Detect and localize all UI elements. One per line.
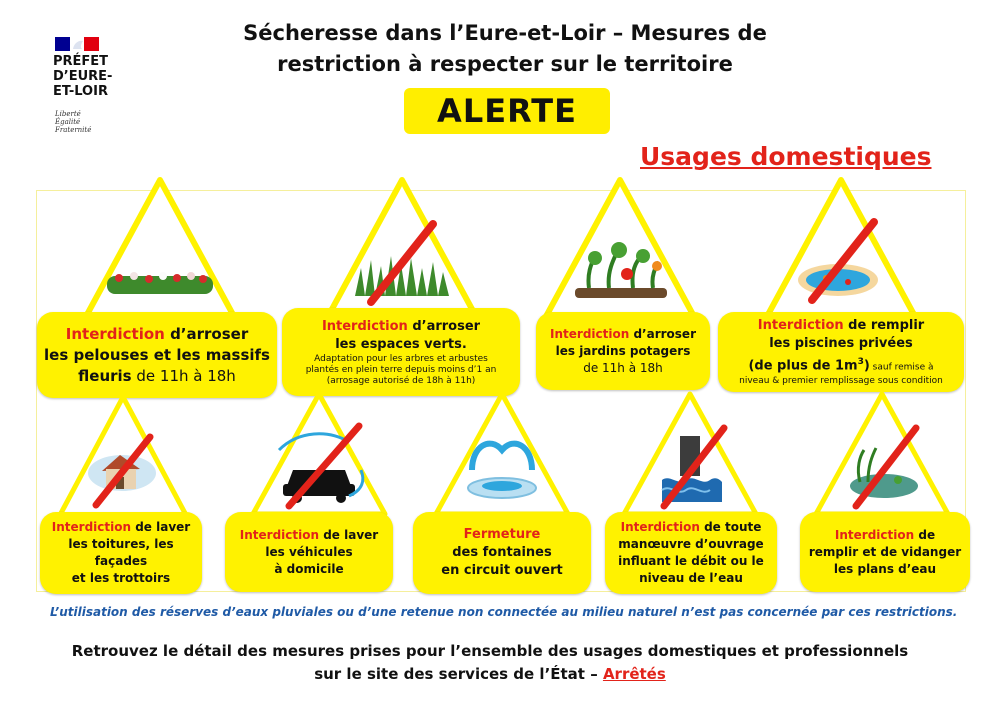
- page-title: Sécheresse dans l’Eure-et-Loir – Mesures de restriction à respecter sur le territoire: [243, 21, 767, 76]
- card-lawn-watering: Interdiction d’arroser les pelouses et les massifs fleuris de 11h à 18h: [37, 312, 277, 398]
- card-fountains: Fermeture des fontaines en circuit ouvert: [413, 512, 591, 594]
- prefecture-logo-text: PRÉFET D’EURE- ET-LOIR: [53, 54, 113, 99]
- card-private-pools: Interdiction de remplir les piscines privées (de plus de $1m^3$) sauf remise à niveau & premier remplissage sous condition: [718, 312, 964, 392]
- marianne-flag-icon: [55, 36, 99, 50]
- card-dam-operations: Interdiction de toute manœuvre d’ouvrage influant le débit ou le niveau de l’eau: [605, 512, 777, 594]
- card-roof-facade-washing: Interdiction de laver les toitures, les façades et les trottoirs: [40, 512, 202, 594]
- pool-icon: [760, 176, 922, 326]
- dam-icon: [620, 390, 760, 518]
- footer-text: Retrouvez le détail des mesures prises pour l’ensemble des usages domestiques et professionnels sur le site des services de l’État – Arrêtés: [71, 642, 909, 683]
- section-title: Usages domestiques: [640, 142, 932, 171]
- republic-motto: Liberté Égalité Fraternité: [55, 110, 92, 134]
- card-ponds: Interdiction de remplir et de vidanger les plans d’eau: [800, 512, 970, 592]
- alert-level-badge: ALERTE: [404, 88, 610, 134]
- rainwater-exemption-note: L’utilisation des réserves d’eaux pluviales ou d’une retenue non connectée au milieu naturel n’est pas concernée par ces restrictions.: [50, 605, 958, 619]
- card-vehicle-washing: Interdiction de laver les véhicules à domicile: [225, 512, 393, 592]
- card-vegetable-gardens: Interdiction d’arroser les jardins potagers de 11h à 18h: [536, 312, 710, 390]
- card-green-spaces: Interdiction d’arroser les espaces verts. Adaptation pour les arbres et arbustes plantés en plein terre depuis moins d’1 an (arrosage autorisé de 18h à 11h): [282, 308, 520, 396]
- house-icon: [56, 393, 190, 519]
- vegetable-garden-icon: [539, 176, 701, 326]
- flowerbed-icon: [79, 176, 241, 326]
- arretes-link[interactable]: Arrêtés: [602, 665, 666, 683]
- pond-icon: [812, 390, 952, 518]
- car-wash-icon: [249, 390, 389, 518]
- grass-icon: [321, 176, 483, 326]
- fountain-icon: [432, 390, 572, 518]
